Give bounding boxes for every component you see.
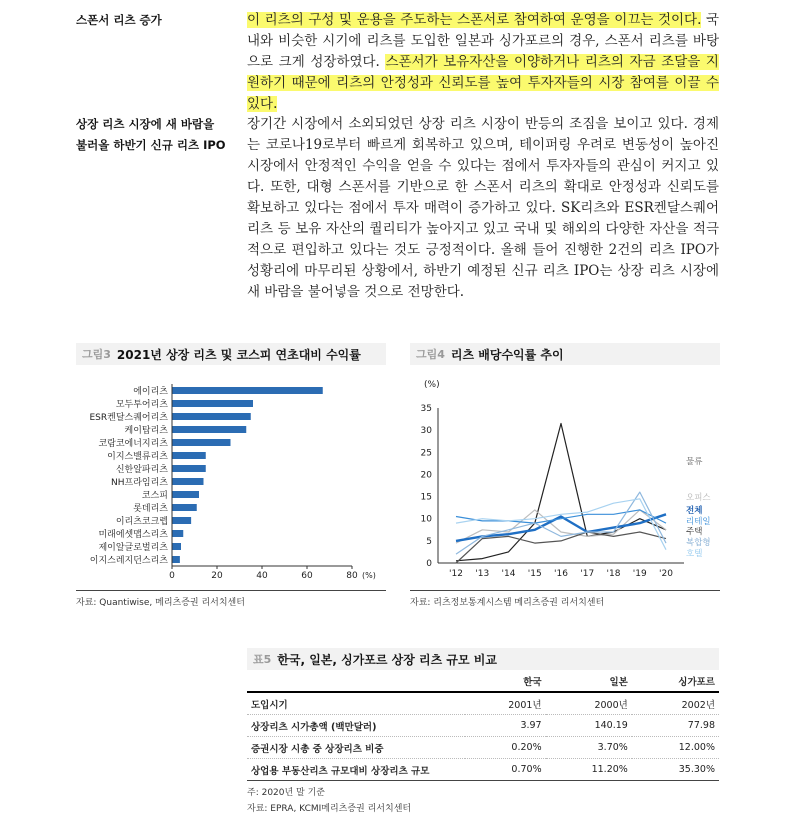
table-cell: 도입시기 [247, 692, 465, 715]
side-label-sponsor-reits [76, 10, 236, 31]
x-tick-label: 40 [256, 571, 268, 581]
x-tick-label: '17 [580, 569, 595, 579]
series-line-물류 [456, 424, 666, 561]
paragraph-text: 장기간 시장에서 소외되었던 상장 리츠 시장이 반등의 조짐을 보이고 있다. 경제는 코로나19로부터 빠르게 회복하고 있으며, 테이퍼링 우려로 변동성이 높아진 시장에서 안정적인 수익을 얻을 수 있다는 점에서 투자자들의 관심이 커지고 있다. 또한, 대형 스폰서를 기반으로 한 스폰서 리츠의 확대로 안정성과 신뢰도를 확보하고 있다는 점에서 투자 매력이 증가하고 있다. SK리츠와 ESR켄달스퀘어리츠 등 보유 자산의 퀄리티가 높아지고 있고 국내 및 해외의 다양한 자산을 적극적으로 편입하고 있다는 것도 긍정적이다. 올해 들어 진행한 2건의 리츠 IPO가 성황리에 마무리된 상황에서, 하반기 예정된 신규 리츠 IPO는 상장 리츠 시장에 새 바람을 불어넣을 것으로 전망한다. [247, 116, 719, 300]
bar [172, 517, 191, 524]
table-header-cell: 싱가포르 [632, 670, 719, 692]
table-header-cell [247, 670, 465, 692]
bar-category-label: 모두투어리츠 [115, 400, 168, 410]
x-tick-label: '12 [449, 569, 463, 579]
bar-category-label: ESR켄달스퀘어리츠 [89, 413, 168, 423]
figure-3-source: 자료: Quantiwise, 메리츠증권 리서치센터 [76, 598, 245, 608]
legend-label: 오피스 [686, 493, 711, 503]
table-cell: 2002년 [632, 692, 719, 715]
y-tick-label: 30 [420, 426, 432, 437]
table-header-cell: 한국 [465, 670, 546, 692]
table-5-label: 표5 [253, 653, 272, 666]
bar-category-label: 신한알파리츠 [115, 465, 168, 475]
bar [172, 504, 197, 511]
table-cell: 140.19 [546, 715, 632, 737]
figure-3-source-wrap [76, 590, 386, 608]
x-tick-label: '14 [501, 569, 516, 579]
x-tick-label: '18 [606, 569, 621, 579]
table-row [247, 737, 719, 759]
table-header-row [247, 670, 719, 692]
y-tick-label: 15 [420, 492, 432, 503]
y-tick-label: 20 [420, 470, 432, 481]
table-cell: 2001년 [465, 692, 546, 715]
x-tick-label: '16 [554, 569, 568, 579]
x-tick-label: '13 [475, 569, 490, 579]
table-cell: 3.97 [465, 715, 546, 737]
figure-4-title: 리츠 배당수익률 추이 [450, 347, 564, 362]
table-cell: 35.30% [632, 759, 719, 781]
y-tick-label: 5 [426, 536, 432, 547]
paragraph-segment: 국내와 비슷한 시기에 리츠를 도입한 일본과 싱가포르의 경우, 스폰서 리츠를 바탕으로 크게 성장하였다. [247, 12, 719, 70]
bar-category-label: NH프라임리츠 [111, 478, 168, 488]
comparison-table [247, 670, 719, 781]
bar-category-label: 코스피 [141, 491, 168, 501]
legend-label: 물류 [686, 457, 703, 467]
side-label-line: 스폰서 리츠 증가 [76, 13, 162, 27]
figure-3-title: 2021년 상장 리츠 및 코스피 연초대비 수익률 [116, 347, 361, 362]
legend-label: 주택 [686, 527, 703, 537]
bar [172, 465, 206, 472]
bar [172, 439, 231, 446]
table-5-title: 한국, 일본, 싱가포르 상장 리츠 규모 비교 [277, 652, 497, 667]
table-5 [247, 648, 719, 814]
paragraph-segment: 이 리츠의 구성 및 운용을 주도하는 스폰서로 참여하여 운영을 이끄는 것이다. [247, 12, 702, 28]
figure-4 [410, 343, 720, 365]
table-row [247, 715, 719, 737]
y-tick-label: 10 [420, 514, 432, 525]
table-cell: 상업용 부동산리츠 규모대비 상장리츠 규모 [247, 759, 465, 781]
x-tick-label: 60 [301, 571, 313, 581]
figure-3 [76, 343, 386, 365]
bar [172, 452, 206, 459]
y-unit-label: (%) [424, 380, 440, 390]
x-tick-label: 0 [169, 571, 175, 581]
bar [172, 478, 204, 485]
table-cell: 0.70% [465, 759, 546, 781]
bar [172, 543, 181, 550]
figure-4-source-wrap [410, 590, 720, 608]
paragraph-sponsor-reits [247, 10, 719, 115]
x-tick-label: 80 [346, 571, 358, 581]
bar-category-label: 코람코에너지리츠 [98, 439, 168, 449]
table-cell: 2000년 [546, 692, 632, 715]
table-header-cell: 일본 [546, 670, 632, 692]
x-tick-label: '15 [527, 569, 542, 579]
bar-category-label: 케이탑리츠 [124, 426, 168, 436]
bar-category-label: 이지스밸류리츠 [107, 452, 168, 462]
side-label-reit-ipo [76, 114, 241, 156]
table-5-header [247, 648, 719, 670]
x-tick-label: 20 [211, 571, 223, 581]
table-5-note: 주: 2020년 말 기준 [247, 788, 325, 798]
bar-category-label: 제이알글로벌리츠 [98, 543, 168, 553]
legend-label: 리테일 [686, 517, 711, 527]
bar [172, 413, 251, 420]
side-label-line: 상장 리츠 시장에 새 바람을 [76, 117, 215, 131]
legend-label: 복합형 [686, 538, 711, 548]
legend-label: 호텔 [686, 549, 703, 559]
figure-3-bar-chart [76, 370, 386, 585]
x-tick-label: '20 [659, 569, 673, 579]
figure-4-label: 그림4 [416, 348, 445, 361]
table-cell: 증권시장 시총 중 상장리츠 비중 [247, 737, 465, 759]
table-row [247, 759, 719, 781]
bar [172, 530, 183, 537]
figure-4-header [410, 343, 720, 365]
figure-3-header [76, 343, 386, 365]
bar-category-label: 이리츠코크렙 [115, 517, 168, 527]
bar-category-label: 롯데리츠 [133, 504, 168, 514]
bar [172, 491, 199, 498]
table-cell: 12.00% [632, 737, 719, 759]
figure-4-source: 자료: 리츠정보통계시스템 메리츠증권 리서치센터 [410, 598, 605, 608]
bar [172, 556, 180, 563]
table-5-source: 자료: EPRA, KCMI메리츠증권 리서치센터 [247, 804, 412, 814]
table-row [247, 692, 719, 715]
x-tick-label: '19 [632, 569, 647, 579]
bar [172, 400, 253, 407]
paragraph-reit-ipo [247, 114, 719, 303]
table-cell: 77.98 [632, 715, 719, 737]
legend-label: 전체 [686, 506, 703, 516]
table-cell: 상장리츠 시가총액 (백만달러) [247, 715, 465, 737]
x-unit-label: (%) [362, 571, 376, 580]
figure-3-label: 그림3 [82, 348, 111, 361]
figure-4-line-chart [410, 370, 720, 585]
table-cell: 3.70% [546, 737, 632, 759]
y-tick-label: 35 [420, 404, 432, 414]
y-tick-label: 0 [426, 559, 432, 569]
table-cell: 11.20% [546, 759, 632, 781]
paragraph-segment: 스폰서가 보유자산을 이양하거나 리츠의 자금 조달을 지원하기 때문에 리츠의 안정성과 신뢰도를 높여 투자자들의 시장 참여를 이끌 수 있다. [247, 54, 719, 112]
bar-category-label: 에이리츠 [133, 387, 168, 397]
side-label-line: 불러올 하반기 신규 리츠 IPO [76, 138, 226, 152]
y-tick-label: 25 [420, 448, 432, 459]
bar-category-label: 미래에셋맵스리츠 [98, 530, 168, 540]
table-cell: 0.20% [465, 737, 546, 759]
bar [172, 387, 323, 394]
bar [172, 426, 246, 433]
bar-category-label: 이지스레지던스리츠 [89, 556, 168, 566]
